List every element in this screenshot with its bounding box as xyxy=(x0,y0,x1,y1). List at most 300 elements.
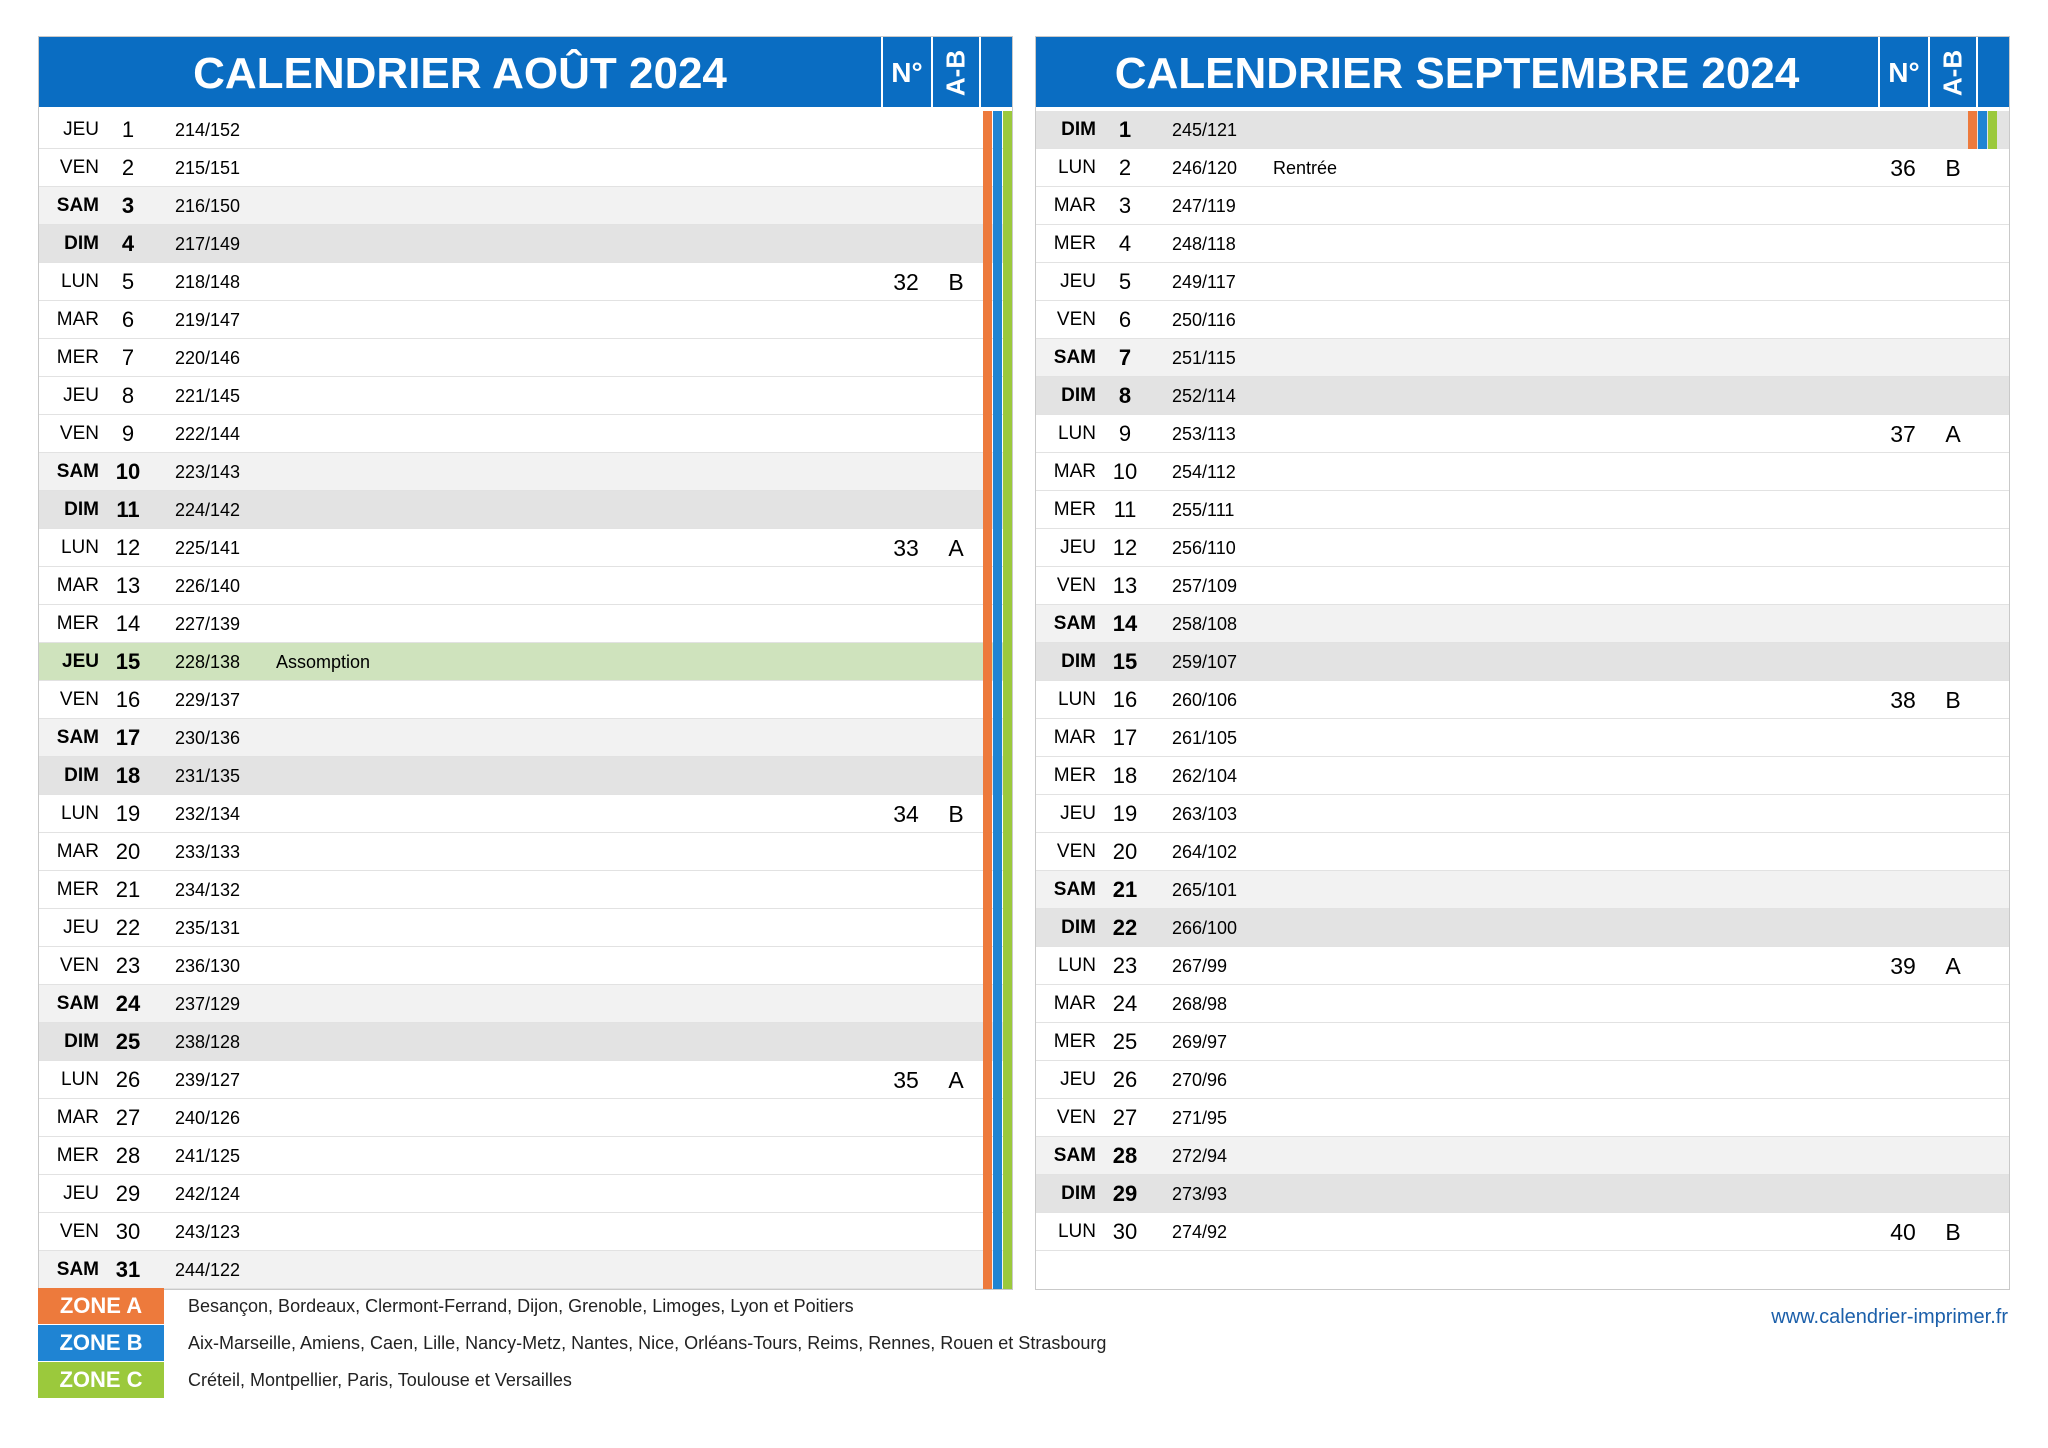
day-name: MER xyxy=(1053,233,1096,254)
day-number: 21 xyxy=(1112,877,1138,902)
day-row xyxy=(39,1213,1012,1251)
day-number: 1 xyxy=(1118,117,1132,142)
day-name: SAM xyxy=(56,993,99,1014)
day-row xyxy=(39,301,1012,339)
day-number: 17 xyxy=(115,725,141,750)
day-row xyxy=(39,1175,1012,1213)
day-name: JEU xyxy=(1060,1069,1096,1090)
school-holiday-zone-bars xyxy=(983,1061,1013,1099)
day-row xyxy=(39,453,1012,491)
zone-b-holiday-bar xyxy=(993,909,1002,947)
day-row xyxy=(1036,1099,2009,1137)
day-row xyxy=(39,339,1012,377)
zone-c-holiday-bar xyxy=(1003,1213,1012,1251)
day-of-year: 239/127 xyxy=(175,1070,241,1090)
day-name: MER xyxy=(56,613,99,634)
day-number: 4 xyxy=(1118,231,1132,256)
day-of-year: 227/139 xyxy=(175,614,241,634)
september-rows xyxy=(1036,111,2009,1251)
school-holiday-zone-bars xyxy=(983,1137,1013,1175)
zone-b-holiday-bar xyxy=(993,1175,1002,1213)
zone-c-holiday-bar xyxy=(1003,263,1012,301)
zone-a-holiday-bar xyxy=(983,985,992,1023)
day-of-year: 251/115 xyxy=(1172,348,1236,368)
week-ab: B xyxy=(1945,1219,1961,1245)
day-row xyxy=(39,1251,1012,1289)
day-row xyxy=(39,909,1012,947)
week-ab-column-header: A-B xyxy=(931,37,981,109)
zone-b-cities: Aix-Marseille, Amiens, Caen, Lille, Nancy-Metz, Nantes, Nice, Orléans-Tours, Reims, Rennes, Rouen et Strasbourg xyxy=(188,1333,1107,1353)
day-number: 8 xyxy=(121,383,135,408)
day-number: 15 xyxy=(115,649,141,674)
school-holiday-zone-bars xyxy=(983,377,1013,415)
day-name: MAR xyxy=(56,309,99,330)
zone-a-holiday-bar xyxy=(983,415,992,453)
day-number: 19 xyxy=(115,801,141,826)
zone-c-holiday-bar xyxy=(1003,871,1012,909)
day-row xyxy=(1036,643,2009,681)
day-number: 23 xyxy=(115,953,141,978)
week-ab: B xyxy=(1945,155,1961,181)
day-name: DIM xyxy=(1061,119,1096,140)
day-number: 10 xyxy=(1112,459,1138,484)
day-name: SAM xyxy=(56,195,99,216)
day-number: 25 xyxy=(1112,1029,1138,1054)
day-number: 21 xyxy=(115,877,141,902)
day-number: 12 xyxy=(1112,535,1138,560)
day-of-year: 215/151 xyxy=(175,158,241,178)
day-name: VEN xyxy=(1056,309,1096,330)
legend-zone-b xyxy=(38,1325,1338,1361)
zone-a-holiday-bar xyxy=(983,187,992,225)
day-name: SAM xyxy=(1053,347,1096,368)
week-ab: A xyxy=(1945,953,1961,979)
day-number: 25 xyxy=(115,1029,141,1054)
zone-c-holiday-bar xyxy=(1003,111,1012,149)
day-name: DIM xyxy=(64,765,99,786)
day-name: JEU xyxy=(1060,271,1096,292)
day-number: 7 xyxy=(121,345,135,370)
day-name: DIM xyxy=(64,499,99,520)
day-row xyxy=(39,1137,1012,1175)
day-number: 29 xyxy=(1112,1181,1138,1206)
day-name: MER xyxy=(56,347,99,368)
day-row xyxy=(39,491,1012,529)
zone-b-holiday-bar xyxy=(993,1213,1002,1251)
zone-a-holiday-bar xyxy=(983,681,992,719)
week-number: 39 xyxy=(1890,953,1916,979)
day-row xyxy=(39,985,1012,1023)
day-number: 11 xyxy=(116,497,140,522)
day-row xyxy=(39,947,1012,985)
zone-a-holiday-bar xyxy=(983,1251,992,1289)
day-of-year: 254/112 xyxy=(1172,462,1236,482)
week-number-column-header: N° xyxy=(881,37,931,109)
zone-b-holiday-bar xyxy=(993,187,1002,225)
zone-c-holiday-bar xyxy=(1003,795,1012,833)
zone-a-holiday-bar xyxy=(983,339,992,377)
day-number: 26 xyxy=(1112,1067,1138,1092)
day-row xyxy=(39,833,1012,871)
day-number: 14 xyxy=(115,611,141,636)
zone-c-holiday-bar xyxy=(1003,643,1012,681)
day-of-year: 226/140 xyxy=(175,576,241,596)
day-of-year: 223/143 xyxy=(175,462,241,482)
school-holiday-zone-bars xyxy=(983,529,1013,567)
day-name: JEU xyxy=(63,1183,99,1204)
day-row xyxy=(1036,187,2009,225)
day-number: 11 xyxy=(1113,497,1137,522)
day-number: 29 xyxy=(115,1181,141,1206)
day-name: MAR xyxy=(1053,461,1096,482)
zone-b-holiday-bar xyxy=(993,719,1002,757)
day-number: 18 xyxy=(1112,763,1138,788)
day-of-year: 229/137 xyxy=(175,690,241,710)
day-name: LUN xyxy=(60,271,99,292)
day-row xyxy=(1036,225,2009,263)
zone-b-holiday-bar xyxy=(993,605,1002,643)
zone-b-holiday-bar xyxy=(993,149,1002,187)
zone-c-holiday-bar xyxy=(1003,225,1012,263)
zone-b-holiday-bar xyxy=(993,453,1002,491)
day-of-year: 274/92 xyxy=(1172,1222,1228,1242)
zone-a-holiday-bar xyxy=(983,833,992,871)
day-row xyxy=(39,605,1012,643)
day-name: VEN xyxy=(59,955,99,976)
day-of-year: 224/142 xyxy=(175,500,241,520)
zone-b-holiday-bar xyxy=(993,795,1002,833)
zone-a-holiday-bar xyxy=(983,643,992,681)
school-holiday-zone-bars xyxy=(983,111,1013,149)
day-of-year: 221/145 xyxy=(175,386,241,406)
august-header xyxy=(39,37,1012,109)
school-holiday-zone-bars xyxy=(983,719,1013,757)
school-holiday-zone-bars xyxy=(983,947,1013,985)
september-header xyxy=(1036,37,2009,109)
school-holiday-zone-bars xyxy=(983,453,1013,491)
zone-c-holiday-bar xyxy=(1003,149,1012,187)
day-row xyxy=(1036,719,2009,757)
day-of-year: 261/105 xyxy=(1172,728,1238,748)
zone-a-holiday-bar xyxy=(983,1137,992,1175)
day-of-year: 246/120 xyxy=(1172,158,1238,178)
week-number: 33 xyxy=(893,535,919,561)
day-name: SAM xyxy=(56,461,99,482)
day-name: DIM xyxy=(64,1031,99,1052)
school-holiday-zone-bars xyxy=(983,225,1013,263)
day-row xyxy=(39,529,1012,567)
event-label: Assomption xyxy=(276,652,371,672)
school-holiday-zone-bars xyxy=(983,909,1013,947)
day-name: LUN xyxy=(1057,689,1096,710)
day-name: SAM xyxy=(56,727,99,748)
zone-b-holiday-bar xyxy=(993,1099,1002,1137)
day-name: DIM xyxy=(1061,1183,1096,1204)
day-number: 5 xyxy=(1118,269,1132,294)
day-row xyxy=(1036,681,2009,719)
day-number: 2 xyxy=(121,155,135,180)
day-number: 3 xyxy=(121,193,135,218)
day-number: 4 xyxy=(121,231,135,256)
zone-b-holiday-bar xyxy=(993,1251,1002,1289)
september-title: CALENDRIER SEPTEMBRE 2024 xyxy=(1114,49,1800,98)
zone-b-holiday-bar xyxy=(993,301,1002,339)
day-of-year: 258/108 xyxy=(1172,614,1238,634)
day-row xyxy=(39,719,1012,757)
day-name: LUN xyxy=(1057,1221,1096,1242)
zone-a-holiday-bar xyxy=(983,1023,992,1061)
day-name: DIM xyxy=(1061,385,1096,406)
day-of-year: 230/136 xyxy=(175,728,241,748)
zone-c-holiday-bar xyxy=(1003,681,1012,719)
day-number: 1 xyxy=(121,117,135,142)
zone-c-holiday-bar xyxy=(1003,491,1012,529)
zone-b-holiday-bar xyxy=(993,1023,1002,1061)
legend-zone-a xyxy=(38,1288,1338,1324)
zone-c-holiday-bar xyxy=(1988,111,1997,149)
zone-c-holiday-bar xyxy=(1003,377,1012,415)
day-name: VEN xyxy=(1056,841,1096,862)
zone-c-holiday-bar xyxy=(1003,605,1012,643)
zone-a-holiday-bar xyxy=(983,719,992,757)
zone-a-holiday-bar xyxy=(983,377,992,415)
day-of-year: 252/114 xyxy=(1172,386,1236,406)
day-of-year: 238/128 xyxy=(175,1032,241,1052)
day-of-year: 266/100 xyxy=(1172,918,1238,938)
week-number: 36 xyxy=(1890,155,1916,181)
zone-b-holiday-bar xyxy=(993,1061,1002,1099)
week-number: 35 xyxy=(893,1067,919,1093)
august-calendar xyxy=(38,36,1013,1290)
week-ab: B xyxy=(948,801,964,827)
school-holiday-zone-bars xyxy=(983,757,1013,795)
day-row xyxy=(1036,1137,2009,1175)
day-of-year: 243/123 xyxy=(175,1222,241,1242)
day-number: 20 xyxy=(115,839,141,864)
day-of-year: 236/130 xyxy=(175,956,241,976)
day-number: 9 xyxy=(121,421,135,446)
school-holiday-zone-bars xyxy=(983,795,1013,833)
day-of-year: 256/110 xyxy=(1172,538,1236,558)
zone-c-holiday-bar xyxy=(1003,833,1012,871)
zone-b-holiday-bar xyxy=(993,1137,1002,1175)
school-holiday-zone-bars xyxy=(983,149,1013,187)
day-of-year: 247/119 xyxy=(1172,196,1236,216)
day-row xyxy=(39,757,1012,795)
day-number: 6 xyxy=(121,307,135,332)
day-of-year: 245/121 xyxy=(1172,120,1238,140)
day-of-year: 217/149 xyxy=(175,234,241,254)
zone-a-holiday-bar xyxy=(983,301,992,339)
day-name: MAR xyxy=(56,841,99,862)
zone-c-holiday-bar xyxy=(1003,529,1012,567)
day-of-year: 233/133 xyxy=(175,842,241,862)
day-number: 13 xyxy=(1112,573,1138,598)
zone-a-holiday-bar xyxy=(983,1175,992,1213)
zone-c-holiday-bar xyxy=(1003,719,1012,757)
day-name: VEN xyxy=(59,1221,99,1242)
zone-b-holiday-bar xyxy=(1978,111,1987,149)
day-of-year: 262/104 xyxy=(1172,766,1238,786)
zone-b-holiday-bar xyxy=(993,111,1002,149)
zone-c-holiday-bar xyxy=(1003,415,1012,453)
day-number: 26 xyxy=(115,1067,141,1092)
zone-a-holiday-bar xyxy=(983,757,992,795)
day-name: LUN xyxy=(60,1069,99,1090)
day-row xyxy=(1036,1213,2009,1251)
day-name: MAR xyxy=(1053,195,1096,216)
zone-a-holiday-bar xyxy=(983,947,992,985)
zone-c-holiday-bar xyxy=(1003,1023,1012,1061)
day-number: 30 xyxy=(115,1219,141,1244)
day-number: 27 xyxy=(1112,1105,1138,1130)
day-of-year: 225/141 xyxy=(175,538,241,558)
zone-c-holiday-bar xyxy=(1003,1137,1012,1175)
day-of-year: 273/93 xyxy=(1172,1184,1228,1204)
day-name: SAM xyxy=(1053,1145,1096,1166)
day-number: 19 xyxy=(1112,801,1138,826)
day-of-year: 264/102 xyxy=(1172,842,1238,862)
day-row xyxy=(39,415,1012,453)
zone-b-holiday-bar xyxy=(993,225,1002,263)
day-row xyxy=(39,225,1012,263)
day-of-year: 241/125 xyxy=(175,1146,241,1166)
day-number: 18 xyxy=(115,763,141,788)
day-row xyxy=(1036,605,2009,643)
zone-b-holiday-bar xyxy=(993,491,1002,529)
day-of-year: 271/95 xyxy=(1172,1108,1228,1128)
day-of-year: 244/122 xyxy=(175,1260,241,1280)
day-row xyxy=(39,643,1012,681)
day-row xyxy=(39,1061,1012,1099)
day-name: MAR xyxy=(1053,993,1096,1014)
zone-a-holiday-bar xyxy=(983,453,992,491)
day-row xyxy=(1036,1175,2009,1213)
day-name: LUN xyxy=(1057,955,1096,976)
day-row xyxy=(1036,947,2009,985)
day-row xyxy=(39,795,1012,833)
day-name: MAR xyxy=(56,575,99,596)
zone-a-holiday-bar xyxy=(983,263,992,301)
school-holiday-zone-bars xyxy=(983,567,1013,605)
day-name: SAM xyxy=(56,1259,99,1280)
zone-b-holiday-bar xyxy=(993,377,1002,415)
day-name: JEU xyxy=(63,917,99,938)
zone-b-holiday-bar xyxy=(993,263,1002,301)
day-name: MAR xyxy=(1053,727,1096,748)
zone-b-holiday-bar xyxy=(993,985,1002,1023)
zone-b-holiday-bar xyxy=(993,947,1002,985)
zone-b-holiday-bar xyxy=(993,871,1002,909)
zone-a-holiday-bar xyxy=(983,1061,992,1099)
day-number: 13 xyxy=(115,573,141,598)
day-name: VEN xyxy=(1056,575,1096,596)
zone-a-cities: Besançon, Bordeaux, Clermont-Ferrand, Dijon, Grenoble, Limoges, Lyon et Poitiers xyxy=(188,1296,854,1316)
day-row xyxy=(1036,263,2009,301)
week-ab: A xyxy=(1945,421,1961,447)
zone-c-holiday-bar xyxy=(1003,1175,1012,1213)
day-number: 27 xyxy=(115,1105,141,1130)
day-number: 16 xyxy=(115,687,141,712)
day-row xyxy=(1036,111,2009,149)
august-title: CALENDRIER AOÛT 2024 xyxy=(193,49,727,98)
zone-a-holiday-bar xyxy=(983,871,992,909)
day-name: DIM xyxy=(1061,917,1096,938)
zone-b-badge: ZONE B xyxy=(38,1325,164,1361)
zone-c-holiday-bar xyxy=(1003,757,1012,795)
day-row xyxy=(1036,567,2009,605)
event-label: Rentrée xyxy=(1273,158,1338,178)
day-name: MER xyxy=(56,1145,99,1166)
day-name: MER xyxy=(1053,1031,1096,1052)
day-name: JEU xyxy=(1060,537,1096,558)
day-number: 24 xyxy=(1112,991,1138,1016)
day-of-year: 259/107 xyxy=(1172,652,1238,672)
week-number: 38 xyxy=(1890,687,1916,713)
school-holiday-zone-bars xyxy=(1968,111,1998,149)
zone-a-holiday-bar xyxy=(983,111,992,149)
school-holiday-zone-bars xyxy=(983,643,1013,681)
day-number: 8 xyxy=(1118,383,1132,408)
week-ab: A xyxy=(948,1067,964,1093)
september-calendar xyxy=(1035,36,2010,1290)
school-holiday-zone-bars xyxy=(983,1023,1013,1061)
day-number: 5 xyxy=(121,269,135,294)
week-number: 32 xyxy=(893,269,919,295)
day-name: LUN xyxy=(1057,157,1096,178)
zone-a-holiday-bar xyxy=(983,1213,992,1251)
day-row xyxy=(1036,985,2009,1023)
zone-a-badge: ZONE A xyxy=(38,1288,164,1324)
day-name: MER xyxy=(56,879,99,900)
day-row xyxy=(1036,377,2009,415)
day-name: JEU xyxy=(63,385,99,406)
zone-b-holiday-bar xyxy=(993,529,1002,567)
school-holiday-zone-bars xyxy=(983,301,1013,339)
zone-c-holiday-bar xyxy=(1003,909,1012,947)
week-ab: B xyxy=(1945,687,1961,713)
day-row xyxy=(1036,795,2009,833)
zone-b-holiday-bar xyxy=(993,643,1002,681)
day-number: 16 xyxy=(1112,687,1138,712)
zone-c-holiday-bar xyxy=(1003,1061,1012,1099)
school-holiday-zone-bars xyxy=(983,833,1013,871)
day-row xyxy=(39,871,1012,909)
day-of-year: 220/146 xyxy=(175,348,241,368)
day-number: 23 xyxy=(1112,953,1138,978)
website-link[interactable]: www.calendrier-imprimer.fr xyxy=(1771,1306,2008,1328)
day-number: 15 xyxy=(1112,649,1138,674)
day-row xyxy=(1036,301,2009,339)
day-of-year: 270/96 xyxy=(1172,1070,1228,1090)
day-of-year: 237/129 xyxy=(175,994,241,1014)
day-of-year: 250/116 xyxy=(1172,310,1236,330)
zone-c-badge: ZONE C xyxy=(38,1362,164,1398)
day-of-year: 228/138 xyxy=(175,652,241,672)
day-of-year: 249/117 xyxy=(1172,272,1236,292)
day-of-year: 255/111 xyxy=(1172,500,1235,520)
day-name: VEN xyxy=(59,423,99,444)
zone-c-holiday-bar xyxy=(1003,453,1012,491)
day-row xyxy=(39,187,1012,225)
school-holiday-zone-bars xyxy=(983,187,1013,225)
day-row xyxy=(39,1099,1012,1137)
day-number: 12 xyxy=(115,535,141,560)
day-number: 17 xyxy=(1112,725,1138,750)
day-number: 30 xyxy=(1112,1219,1138,1244)
day-of-year: 214/152 xyxy=(175,120,241,140)
zone-b-holiday-bar xyxy=(993,681,1002,719)
